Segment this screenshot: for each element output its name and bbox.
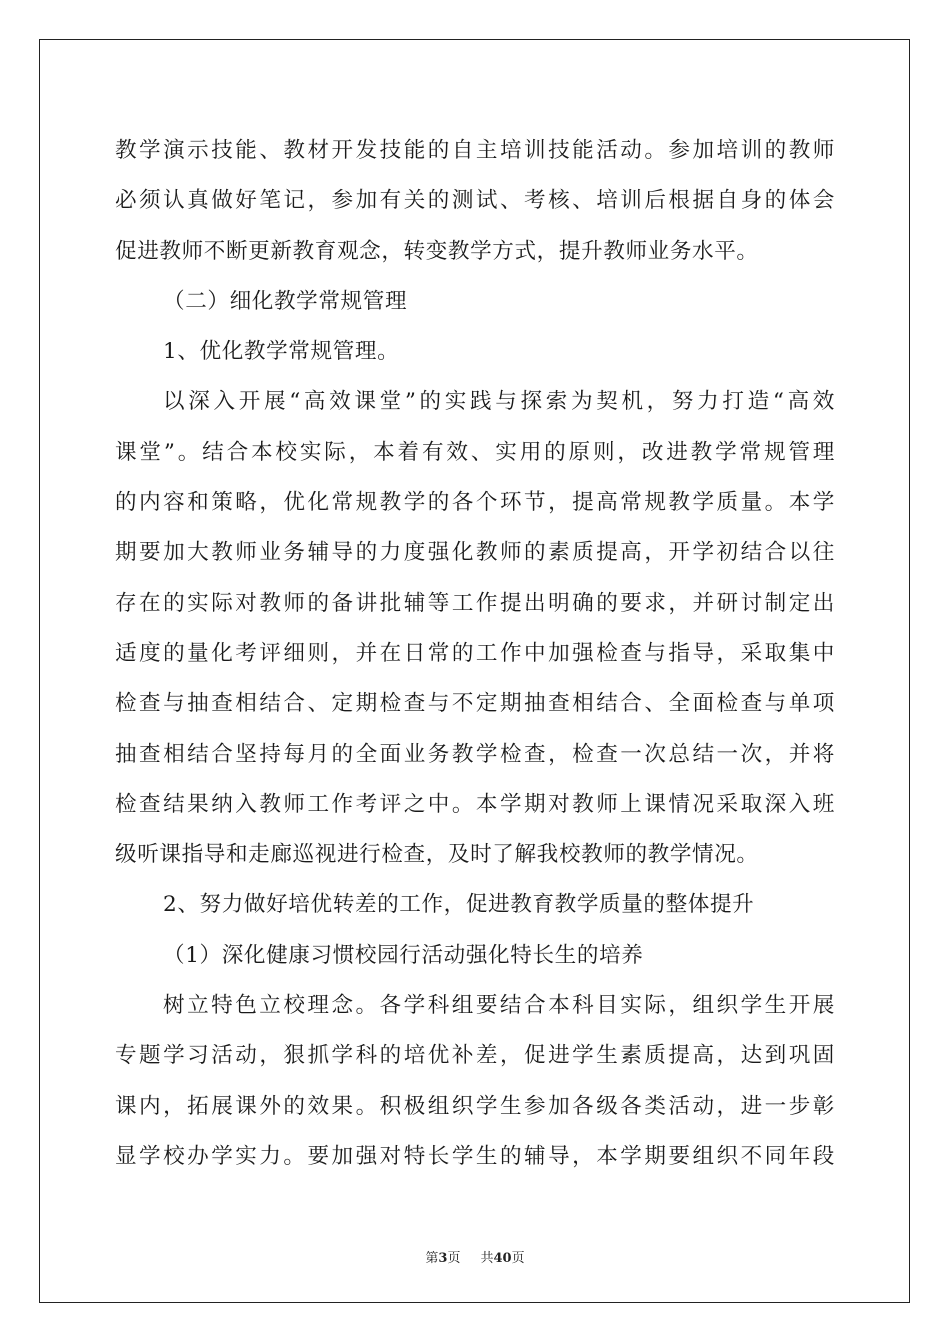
- text-line: 必须认真做好笔记，参加有关的测试、考核、培训后根据自身的体会: [115, 188, 835, 214]
- subsection-heading: 1、优化教学常规管理。: [163, 339, 400, 365]
- text-line: 树立特色立校理念。各学科组要结合本科目实际，组织学生开展: [163, 993, 835, 1019]
- subsection-heading: 2、努力做好培优转差的工作，促进教育教学质量的整体提升: [163, 892, 755, 918]
- text-line: 存在的实际对教师的备讲批辅等工作提出明确的要求，并研讨制定出: [115, 590, 835, 616]
- text-line: 专题学习活动，狠抓学科的培优补差，促进学生素质提高，达到巩固: [115, 1043, 835, 1069]
- page-number: 3: [438, 1251, 448, 1266]
- text-line: 以深入开展“高效课堂”的实践与探索为契机，努力打造“高效: [163, 389, 835, 415]
- total-prefix: 共: [480, 1251, 494, 1266]
- text-line: 的内容和策略，优化常规教学的各个环节，提高常规教学质量。本学: [115, 490, 835, 516]
- page-suffix: 页: [447, 1251, 461, 1266]
- subsection-heading: （1）深化健康习惯校园行活动强化特长生的培养: [163, 942, 644, 968]
- section-heading: （二）细化教学常规管理: [163, 288, 408, 314]
- document-body: [115, 126, 835, 1182]
- page-prefix: 第: [425, 1251, 439, 1266]
- total-pages: 40: [493, 1251, 512, 1266]
- text-line: 课堂”。结合本校实际，本着有效、实用的原则，改进教学常规管理: [115, 439, 835, 465]
- text-line: 期要加大教师业务辅导的力度强化教师的素质提高，开学初结合以往: [115, 540, 835, 566]
- text-line: 检查结果纳入教师工作考评之中。本学期对教师上课情况采取深入班: [115, 791, 835, 817]
- total-suffix: 页: [511, 1251, 525, 1266]
- text-line: 检查与抽查相结合、定期检查与不定期抽查相结合、全面检查与单项: [115, 691, 835, 717]
- text-line: 课内，拓展课外的效果。积极组织学生参加各级各类活动，进一步彰: [115, 1093, 835, 1119]
- page-footer: [0, 1247, 950, 1266]
- text-line: 级听课指导和走廊巡视进行检查，及时了解我校教师的教学情况。: [115, 842, 759, 868]
- text-line: 教学演示技能、教材开发技能的自主培训技能活动。参加培训的教师: [115, 138, 835, 163]
- text-line: 促进教师不断更新教育观念，转变教学方式，提升教师业务水平。: [115, 238, 759, 264]
- text-line: 显学校办学实力。要加强对特长学生的辅导，本学期要组织不同年段: [115, 1143, 835, 1169]
- text-line: 适度的量化考评细则，并在日常的工作中加强检查与指导，采取集中: [115, 640, 835, 666]
- text-line: 抽查相结合坚持每月的全面业务教学检查，检查一次总结一次，并将: [115, 741, 835, 767]
